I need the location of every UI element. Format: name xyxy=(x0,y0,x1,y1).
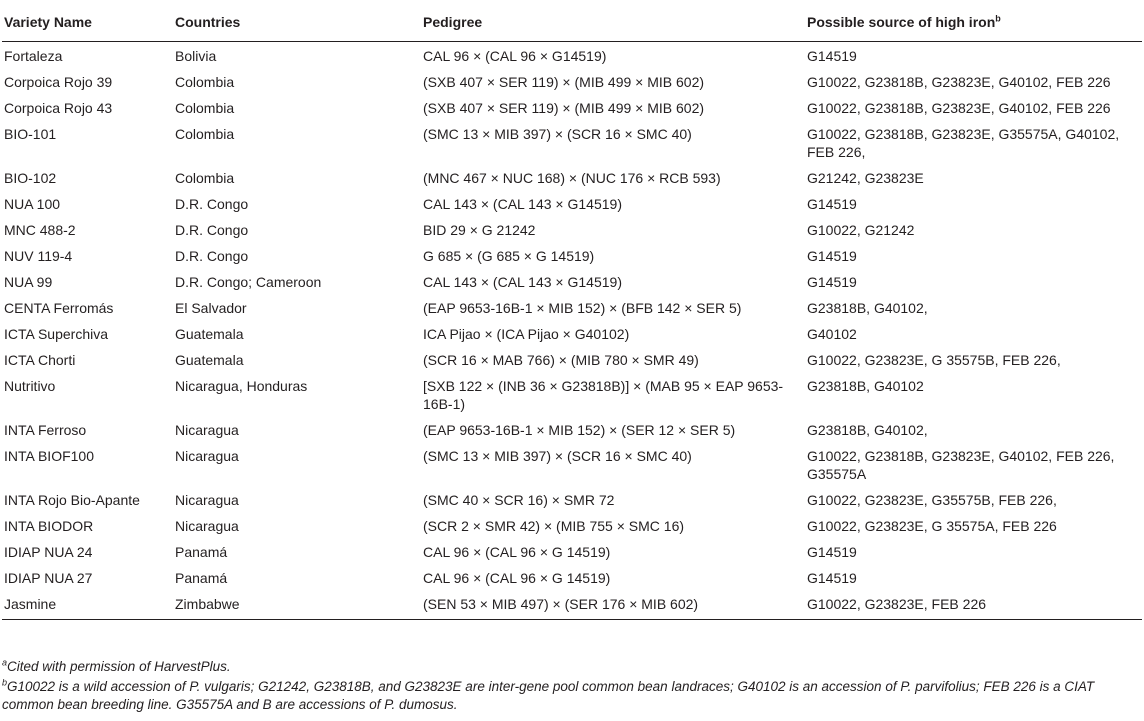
pedigree-cell: (SMC 13 × MIB 397) × (SCR 16 × SMC 40) xyxy=(423,448,692,464)
table-row xyxy=(2,268,1142,294)
footnote-a xyxy=(2,658,1122,676)
iron-source-cell: G10022, G23818B, G23823E, G40102, FEB 226 xyxy=(807,74,1111,90)
table-row xyxy=(2,216,1142,242)
footnote-a-mark: a xyxy=(2,657,8,668)
table-footnotes xyxy=(2,658,1122,716)
variety-name-cell: Nutritivo xyxy=(4,378,56,394)
footnote-b-mark: b xyxy=(2,677,8,688)
variety-name-cell: Corpoica Rojo 39 xyxy=(4,74,113,90)
iron-source-cell: G21242, G23823E xyxy=(807,170,924,186)
table-row xyxy=(2,590,1142,620)
iron-source-cell: G14519 xyxy=(807,196,857,212)
iron-source-cell: G10022, G23818B, G23823E, G40102, FEB 226, G35575A xyxy=(807,448,1115,482)
iron-source-cell: G10022, G23818B, G23823E, G35575A, G40102, FEB 226, xyxy=(807,126,1120,160)
iron-source-cell: G10022, G23823E, G 35575B, FEB 226, xyxy=(807,352,1061,368)
header-variety-name: Variety Name xyxy=(2,0,173,42)
header-pedigree: Pedigree xyxy=(421,0,805,42)
table-row xyxy=(2,42,1142,69)
countries-cell: D.R. Congo xyxy=(175,222,249,238)
table-row xyxy=(2,68,1142,94)
pedigree-cell: (SEN 53 × MIB 497) × (SER 176 × MIB 602) xyxy=(421,590,805,620)
pedigree-cell: CAL 143 × (CAL 143 × G14519) xyxy=(423,196,622,212)
countries-cell: Panamá xyxy=(175,544,228,560)
variety-name-cell: INTA BIOF100 xyxy=(4,448,94,464)
iron-source-cell: G10022, G21242 xyxy=(807,222,915,238)
iron-source-cell: G14519 xyxy=(807,48,857,64)
iron-source-cell: G40102 xyxy=(807,326,857,342)
variety-name-cell: MNC 488-2 xyxy=(4,222,76,238)
varieties-table xyxy=(2,0,1142,620)
variety-name-cell: BIO-101 xyxy=(4,126,57,142)
pedigree-cell: (SMC 40 × SCR 16) × SMR 72 xyxy=(423,492,615,508)
pedigree-cell: [SXB 122 × (INB 36 × G23818B)] × (MAB 95 × EAP 9653-16B-1) xyxy=(423,378,784,412)
header-countries: Countries xyxy=(173,0,421,42)
pedigree-cell: (EAP 9653-16B-1 × MIB 152) × (SER 12 × SER 5) xyxy=(423,422,736,438)
iron-source-cell: G10022, G23823E, G 35575A, FEB 226 xyxy=(807,518,1057,534)
countries-cell: Nicaragua xyxy=(175,422,239,438)
variety-name-cell: INTA Rojo Bio-Apante xyxy=(4,492,140,508)
table-row xyxy=(2,372,1142,416)
table-row xyxy=(2,190,1142,216)
table-row xyxy=(2,486,1142,512)
countries-cell: Colombia xyxy=(175,100,235,116)
countries-cell: Nicaragua xyxy=(175,448,239,464)
iron-source-cell: G10022, G23823E, G35575B, FEB 226, xyxy=(807,492,1057,508)
table-row xyxy=(2,416,1142,442)
pedigree-cell: (SXB 407 × SER 119) × (MIB 499 × MIB 602) xyxy=(423,74,705,90)
variety-name-cell: Jasmine xyxy=(2,590,173,620)
table-row xyxy=(2,94,1142,120)
variety-name-cell: NUA 99 xyxy=(4,274,53,290)
footnote-b-text: G10022 is a wild accession of P. vulgaris; G21242, G23818B, and G23823E are inter-gene pool common bean landraces; G40102 is an accession of P. parvifolius; FEB 226 is a CIAT common bean breeding line. G35575A and B are accessions of P. dumosus. xyxy=(2,679,1095,712)
footnote-b xyxy=(2,678,1122,714)
table-row xyxy=(2,320,1142,346)
variety-name-cell: INTA Ferroso xyxy=(4,422,87,438)
countries-cell: Guatemala xyxy=(175,326,244,342)
variety-name-cell: NUA 100 xyxy=(4,196,61,212)
pedigree-cell: (EAP 9653-16B-1 × MIB 152) × (BFB 142 × SER 5) xyxy=(423,300,742,316)
variety-name-cell: INTA BIODOR xyxy=(4,518,94,534)
countries-cell: Colombia xyxy=(175,74,235,90)
pedigree-cell: ICA Pijao × (ICA Pijao × G40102) xyxy=(423,326,630,342)
header-iron-source: Possible source of high iron$^b$ xyxy=(805,0,1142,42)
variety-name-cell: Fortaleza xyxy=(4,48,63,64)
pedigree-cell: CAL 96 × (CAL 96 × G14519) xyxy=(423,48,607,64)
variety-name-cell: ICTA Superchiva xyxy=(4,326,109,342)
variety-name-cell: IDIAP NUA 27 xyxy=(4,570,93,586)
footnote-a-text: Cited with permission of HarvestPlus. xyxy=(7,659,231,674)
iron-source-cell: G23818B, G40102, xyxy=(807,422,928,438)
table-row xyxy=(2,442,1142,486)
iron-source-cell: G10022, G23823E, FEB 226 xyxy=(805,590,1142,620)
table-row xyxy=(2,120,1142,164)
table-body xyxy=(2,42,1142,620)
pedigree-cell: CAL 96 × (CAL 96 × G 14519) xyxy=(423,544,611,560)
variety-name-cell: NUV 119-4 xyxy=(4,248,73,264)
countries-cell: Panamá xyxy=(175,570,228,586)
table-row xyxy=(2,538,1142,564)
pedigree-cell: (SMC 13 × MIB 397) × (SCR 16 × SMC 40) xyxy=(423,126,692,142)
iron-source-cell: G14519 xyxy=(807,544,857,560)
countries-cell: Colombia xyxy=(175,170,235,186)
countries-cell: Nicaragua, Honduras xyxy=(175,378,308,394)
table-row xyxy=(2,512,1142,538)
countries-cell: D.R. Congo xyxy=(175,248,249,264)
variety-name-cell: Corpoica Rojo 43 xyxy=(4,100,113,116)
variety-name-cell: ICTA Chorti xyxy=(4,352,76,368)
countries-cell: Bolivia xyxy=(175,48,217,64)
pedigree-cell: CAL 96 × (CAL 96 × G 14519) xyxy=(423,570,611,586)
table-row xyxy=(2,164,1142,190)
table-row xyxy=(2,564,1142,590)
iron-source-cell: G23818B, G40102 xyxy=(807,378,924,394)
countries-cell: Zimbabwe xyxy=(173,590,421,620)
table-header-row xyxy=(2,0,1142,42)
iron-source-cell: G14519 xyxy=(807,248,857,264)
table-row xyxy=(2,294,1142,320)
pedigree-cell: (SCR 2 × SMR 42) × (MIB 755 × SMC 16) xyxy=(423,518,685,534)
countries-cell: D.R. Congo; Cameroon xyxy=(175,274,322,290)
table-row xyxy=(2,346,1142,372)
iron-source-cell: G14519 xyxy=(807,274,857,290)
iron-source-cell: G23818B, G40102, xyxy=(807,300,928,316)
variety-name-cell: CENTA Ferromás xyxy=(4,300,114,316)
table-row xyxy=(2,242,1142,268)
pedigree-cell: BID 29 × G 21242 xyxy=(423,222,536,238)
pedigree-cell: G 685 × (G 685 × G 14519) xyxy=(423,248,595,264)
countries-cell: Colombia xyxy=(175,126,235,142)
countries-cell: El Salvador xyxy=(175,300,247,316)
countries-cell: Nicaragua xyxy=(175,492,239,508)
pedigree-cell: (SCR 16 × MAB 766) × (MIB 780 × SMR 49) xyxy=(423,352,699,368)
countries-cell: D.R. Congo xyxy=(175,196,249,212)
pedigree-cell: (MNC 467 × NUC 168) × (NUC 176 × RCB 593) xyxy=(423,170,721,186)
iron-source-cell: G10022, G23818B, G23823E, G40102, FEB 226 xyxy=(807,100,1111,116)
pedigree-cell: (SXB 407 × SER 119) × (MIB 499 × MIB 602) xyxy=(423,100,705,116)
pedigree-cell: CAL 143 × (CAL 143 × G14519) xyxy=(423,274,622,290)
countries-cell: Nicaragua xyxy=(175,518,239,534)
variety-name-cell: BIO-102 xyxy=(4,170,57,186)
iron-source-cell: G14519 xyxy=(807,570,857,586)
footnote-mark-b: b xyxy=(995,13,1001,24)
variety-name-cell: IDIAP NUA 24 xyxy=(4,544,93,560)
countries-cell: Guatemala xyxy=(175,352,244,368)
